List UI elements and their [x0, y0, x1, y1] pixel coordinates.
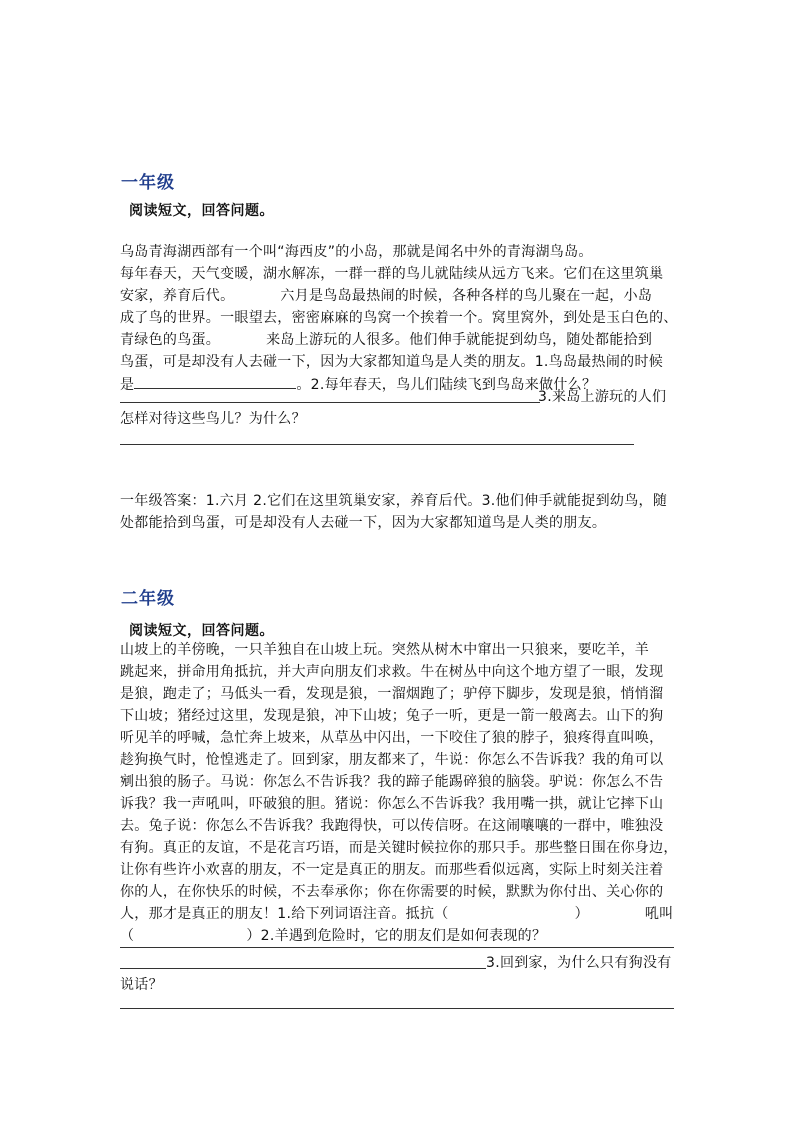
grade2-text-segment: ）2.羊遇到危险时，它的朋友们是如何表现的？ [246, 928, 547, 944]
grade1-text-line: 每年春天，天气变暖，湖水解冻，一群一群的鸟儿就陆续从远方飞来。它们在这里筑巢 [120, 266, 664, 282]
grade1-text-line: 鸟蛋，可是却没有人去碰一下，因为大家都知道鸟是人类的朋友。1.鸟岛最热闹的时候 [120, 354, 664, 370]
answer-line[interactable] [120, 1008, 674, 1009]
grade1-heading: 一年级 [121, 173, 175, 193]
grade1-instruction: 阅读短文，回答问题。 [129, 203, 274, 219]
grade2-text-line: 听见羊的呼喊，急忙奔上坡来，从草丛中闪出，一下咬住了狼的脖子，狼疼得直叫唤， [120, 730, 664, 746]
grade1-text-segment: 六月是鸟岛最热闹的时候，各种各样的鸟儿聚在一起，小岛 [280, 288, 653, 304]
grade2-text-segment: （ [120, 928, 135, 944]
grade2-text-line: 让你有些许小欢喜的朋友，不一定是真正的朋友。而那些看似远离，实际上时刻关注着 [120, 862, 664, 878]
grade2-text-line: 是狼，跑走了；马低头一看，发现是狼，一溜烟跑了；驴停下脚步，发现是狼，悄悄溜 [120, 686, 664, 702]
grade1-text-segment: 安家，养育后代。 [120, 288, 235, 304]
grade2-heading: 二年级 [121, 589, 175, 609]
grade2-text-line: 趁狗换气时，怆惶逃走了。回到家，朋友都来了，牛说：你怎么不告诉我？我的角可以 [120, 752, 664, 768]
answer-line[interactable] [120, 968, 486, 969]
grade1-question3: 3.来岛上游玩的人们 [538, 389, 667, 405]
answer-blank[interactable] [134, 373, 296, 389]
grade1-text-segment: 来岛上游玩的人很多。他们伸手就能捉到幼鸟，随处都能拾到 [266, 332, 653, 348]
grade1-text-line: 怎样对待这些鸟儿？为什么？ [120, 411, 306, 427]
grade2-text-line: 下山坡；猪经过这里，发现是狼，冲下山坡；兔子一听，更是一箭一般离去。山下的狗 [120, 708, 664, 724]
grade2-text-segment: 人，那才是真正的朋友！1.给下列词语注音。抵抗（ [120, 906, 449, 922]
grade1-text-segment: 青绿色的鸟蛋。 [120, 332, 221, 348]
answer-line[interactable] [120, 402, 540, 403]
grade1-text-line [120, 285, 676, 307]
answer-line[interactable] [120, 444, 634, 445]
grade2-question3: 3.回到家，为什么只有狗没有 [486, 955, 672, 971]
grade1-text-segment: 。2.每年春天，鸟儿们陆续飞到鸟岛来做什么？ [296, 377, 597, 393]
answer-line[interactable] [120, 947, 674, 948]
grade1-text-line: 成了鸟的世界。一眼望去，密密麻麻的鸟窝一个挨着一个。窝里窝外，到处是玉白色的、 [120, 310, 678, 326]
grade2-text-line: 有狗。真正的友谊，不是花言巧语，而是关键时候拉你的那只手。那些整日围在你身边， [120, 840, 678, 856]
grade2-text-line: 剜出狼的肠子。马说：你怎么不告诉我？我的蹄子能踢碎狼的脑袋。驴说：你怎么不告 [120, 774, 664, 790]
grade2-text-line: 跳起来，拼命用角抵抗，并大声向朋友们求救。牛在树丛中向这个地方望了一眼，发现 [120, 664, 664, 680]
grade1-text-line: 乌岛青海湖西部有一个叫“海西皮”的小岛，那就是闻名中外的青海湖鸟岛。 [120, 244, 593, 260]
grade2-text-line [120, 925, 676, 947]
grade1-text-segment: 是 [120, 377, 135, 393]
grade1-answer-line: 处都能拾到鸟蛋，可是却没有人去碰一下，因为大家都知道鸟是人类的朋友。 [120, 515, 607, 531]
grade2-text-line: 诉我？我一声吼叫，吓破狼的胆。猪说：你怎么不告诉我？我用嘴一拱，就让它摔下山 [120, 796, 664, 812]
grade2-text-line: 山坡上的羊傍晚，一只羊独自在山坡上玩。突然从树木中窜出一只狼来，要吃羊，羊 [120, 642, 650, 658]
grade1-text-line [120, 329, 676, 351]
grade2-text-segment: ） [574, 906, 589, 922]
grade2-instruction: 阅读短文，回答问题。 [129, 623, 274, 639]
grade2-text-segment: 吼叫 [644, 906, 674, 922]
grade2-text-line: 去。兔子说：你怎么不告诉我？我跑得快，可以传信呀。在这闹嚷嚷的一群中，唯独没 [120, 818, 664, 834]
grade2-text-line: 说话？ [120, 977, 163, 993]
grade1-answer-line: 一年级答案：1.六月 2.它们在这里筑巢安家，养育后代。3.他们伸手就能捉到幼鸟，随 [120, 493, 668, 509]
grade2-text-line: 你的人，在你快乐的时候，不去奉承你；你在你需要的时候，默默为你付出、关心你的 [120, 884, 664, 900]
grade2-text-line [120, 903, 676, 925]
